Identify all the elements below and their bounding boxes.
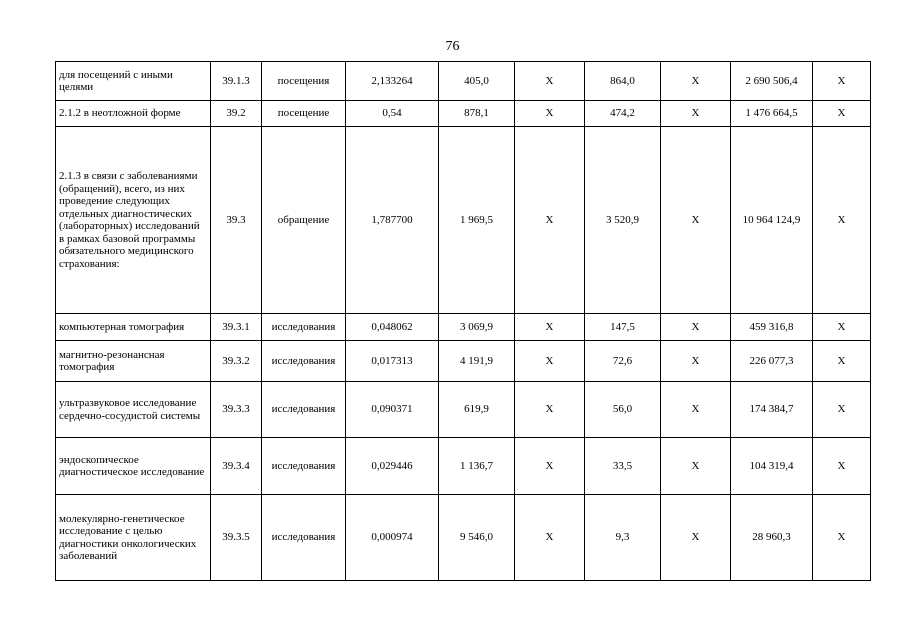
row-name-cell: магнитно-резонансная томография — [56, 341, 211, 382]
row-col8-cell: Х — [661, 495, 731, 581]
row-cost-cell: 4 191,9 — [439, 341, 515, 382]
row-col8-cell: Х — [661, 341, 731, 382]
row-cost-cell: 1 136,7 — [439, 438, 515, 495]
row-col9-cell: 1 476 664,5 — [731, 101, 813, 127]
row-norm-cell: 2,133264 — [346, 62, 439, 101]
row-col8-cell: Х — [661, 438, 731, 495]
data-table — [55, 61, 871, 581]
row-unit-cell: посещения — [262, 62, 346, 101]
row-col8-cell: Х — [661, 314, 731, 341]
table-row — [56, 382, 871, 438]
row-col7-cell: 147,5 — [585, 314, 661, 341]
row-col8-cell: Х — [661, 127, 731, 314]
row-name-cell: молекулярно-генетическое исследование с целью диагностики онкологических заболеваний — [56, 495, 211, 581]
row-code-cell: 39.3 — [211, 127, 262, 314]
row-col7-cell: 3 520,9 — [585, 127, 661, 314]
table-row — [56, 62, 871, 101]
row-norm-cell: 0,017313 — [346, 341, 439, 382]
row-col6-cell: Х — [515, 101, 585, 127]
table-row — [56, 438, 871, 495]
row-col9-cell: 2 690 506,4 — [731, 62, 813, 101]
row-code-cell: 39.3.5 — [211, 495, 262, 581]
row-col7-cell: 474,2 — [585, 101, 661, 127]
table-row — [56, 341, 871, 382]
row-col6-cell: Х — [515, 382, 585, 438]
table-row — [56, 495, 871, 581]
row-col7-cell: 33,5 — [585, 438, 661, 495]
row-norm-cell: 0,54 — [346, 101, 439, 127]
table-row — [56, 127, 871, 314]
row-code-cell: 39.3.4 — [211, 438, 262, 495]
row-name-cell: эндоскопическое диагностическое исследование — [56, 438, 211, 495]
row-col7-cell: 864,0 — [585, 62, 661, 101]
row-name-cell: компьютерная томография — [56, 314, 211, 341]
row-code-cell: 39.3.2 — [211, 341, 262, 382]
row-name-cell: 2.1.3 в связи с заболеваниями (обращений), всего, из них проведение следующих отдельных диагностических (лабораторных) исследований в рамках базовой программы обязательного медицинского страхования: — [56, 127, 211, 314]
row-col8-cell: Х — [661, 382, 731, 438]
row-col10-cell: Х — [813, 495, 871, 581]
row-col6-cell: Х — [515, 127, 585, 314]
row-col10-cell: Х — [813, 382, 871, 438]
row-col6-cell: Х — [515, 495, 585, 581]
row-col7-cell: 72,6 — [585, 341, 661, 382]
row-cost-cell: 9 546,0 — [439, 495, 515, 581]
row-col10-cell: Х — [813, 341, 871, 382]
row-norm-cell: 0,048062 — [346, 314, 439, 341]
row-unit-cell: исследования — [262, 438, 346, 495]
row-col9-cell: 10 964 124,9 — [731, 127, 813, 314]
row-unit-cell: обращение — [262, 127, 346, 314]
row-col8-cell: Х — [661, 101, 731, 127]
row-name-cell: ультразвуковое исследование сердечно-сосудистой системы — [56, 382, 211, 438]
row-col9-cell: 226 077,3 — [731, 341, 813, 382]
row-col9-cell: 28 960,3 — [731, 495, 813, 581]
row-code-cell: 39.3.1 — [211, 314, 262, 341]
row-code-cell: 39.3.3 — [211, 382, 262, 438]
row-code-cell: 39.1.3 — [211, 62, 262, 101]
row-col10-cell: Х — [813, 127, 871, 314]
row-cost-cell: 3 069,9 — [439, 314, 515, 341]
row-col9-cell: 174 384,7 — [731, 382, 813, 438]
row-col6-cell: Х — [515, 341, 585, 382]
row-col9-cell: 459 316,8 — [731, 314, 813, 341]
row-col8-cell: Х — [661, 62, 731, 101]
row-col6-cell: Х — [515, 62, 585, 101]
row-unit-cell: посещение — [262, 101, 346, 127]
row-col9-cell: 104 319,4 — [731, 438, 813, 495]
row-norm-cell: 0,000974 — [346, 495, 439, 581]
row-col6-cell: Х — [515, 314, 585, 341]
row-norm-cell: 1,787700 — [346, 127, 439, 314]
row-cost-cell: 619,9 — [439, 382, 515, 438]
row-unit-cell: исследования — [262, 382, 346, 438]
row-cost-cell: 1 969,5 — [439, 127, 515, 314]
table-row — [56, 101, 871, 127]
row-col10-cell: Х — [813, 438, 871, 495]
row-unit-cell: исследования — [262, 314, 346, 341]
row-col7-cell: 9,3 — [585, 495, 661, 581]
row-cost-cell: 405,0 — [439, 62, 515, 101]
row-name-cell: для посещений с иными целями — [56, 62, 211, 101]
row-col7-cell: 56,0 — [585, 382, 661, 438]
row-col10-cell: Х — [813, 62, 871, 101]
row-col10-cell: Х — [813, 101, 871, 127]
row-name-cell: 2.1.2 в неотложной форме — [56, 101, 211, 127]
row-code-cell: 39.2 — [211, 101, 262, 127]
row-norm-cell: 0,090371 — [346, 382, 439, 438]
row-unit-cell: исследования — [262, 495, 346, 581]
row-unit-cell: исследования — [262, 341, 346, 382]
row-col6-cell: Х — [515, 438, 585, 495]
page-number: 76 — [445, 39, 460, 54]
row-col10-cell: Х — [813, 314, 871, 341]
table-row — [56, 314, 871, 341]
row-cost-cell: 878,1 — [439, 101, 515, 127]
row-norm-cell: 0,029446 — [346, 438, 439, 495]
